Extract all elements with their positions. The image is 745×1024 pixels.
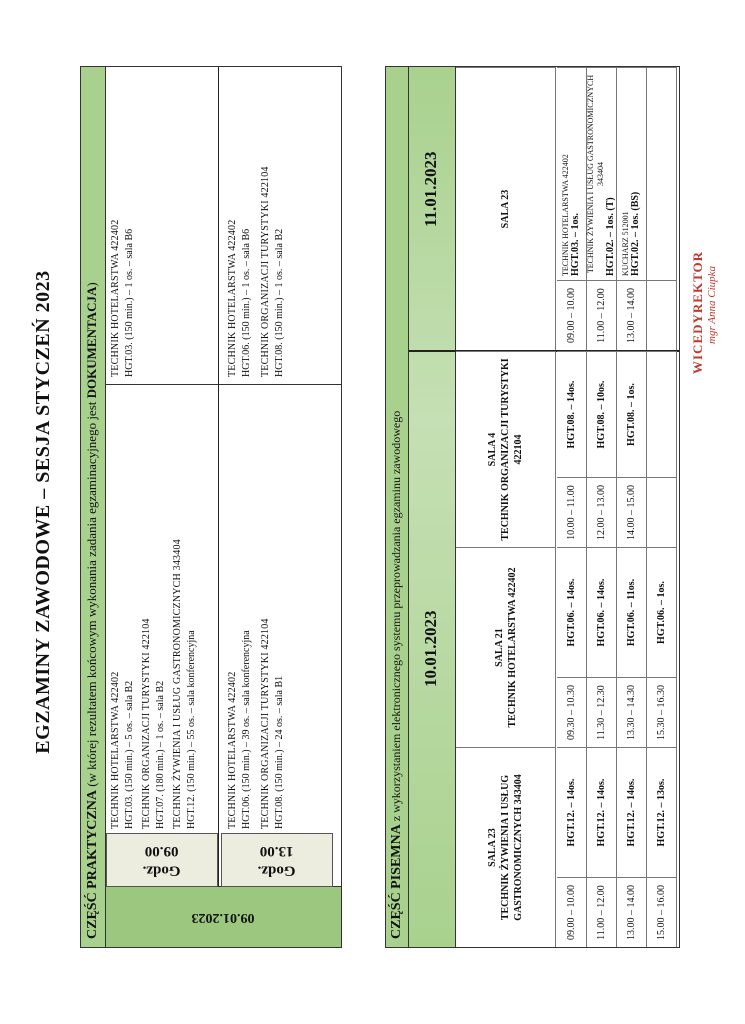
time-cell: 11.00 – 12.00 xyxy=(587,877,617,947)
exam-detail-code: HGT.02. – 1os. (T) xyxy=(605,197,617,276)
slot2-right-line-2: HGT.08. (150 min.) – 1 os. – sala B2 xyxy=(273,228,285,377)
slot2-right-prof-1: TECHNIK HOTELARSTWA 422402 xyxy=(227,219,238,377)
exam-cell: HGT.12. – 14os. xyxy=(587,747,617,877)
time-cell: 13.00 – 14.00 xyxy=(617,280,647,350)
written-section xyxy=(385,66,680,948)
room-header-2 xyxy=(456,547,556,747)
signature xyxy=(690,251,718,374)
room-header-1 xyxy=(456,747,556,947)
slot1-left xyxy=(109,399,214,829)
time-cell: 09.30 – 10.30 xyxy=(557,677,587,747)
slot1-time: 09.00 xyxy=(145,843,179,859)
slot2-left xyxy=(226,399,331,829)
slot1-left-prof-1: TECHNIK HOTELARSTWA 422402 xyxy=(110,671,121,829)
exam-detail-code: HGT.02. – 1os. (BS) xyxy=(630,191,642,276)
exam-cell: HGT.12. – 14os. xyxy=(557,747,587,877)
room-sub-1: TECHNIK ŻYWIENIA I USŁUG GASTRONOMICZNYCH 343404 xyxy=(500,774,524,921)
room-sub-2: TECHNIK HOTELARSTWA 422402 xyxy=(506,567,518,728)
time-cell: 14.00 – 15.00 xyxy=(617,477,647,547)
exam-cell: HGT.08. – 1os. xyxy=(617,351,647,477)
slot1-right-prof-1: TECHNIK HOTELARSTWA 422402 xyxy=(110,219,121,377)
exam-detail-cell xyxy=(557,67,587,280)
slot1-right-line-1: HGT.03. (150 min.) – 1 os. – sala B6 xyxy=(123,228,135,377)
written-heading-bold: CZĘŚĆ PISEMNA xyxy=(389,824,404,939)
time-cell: 11.30 – 12.30 xyxy=(587,677,617,747)
slot2-time-box xyxy=(221,833,333,887)
time-cell: 13.00 – 14.00 xyxy=(617,877,647,947)
exam-cell: HGT.06. – 11os. xyxy=(617,547,647,677)
room-header-3 xyxy=(456,351,556,547)
time-cell: 11.00 – 12.00 xyxy=(587,280,617,350)
time-cell xyxy=(647,477,677,547)
practical-section xyxy=(80,66,342,948)
slot2-time: 13.00 xyxy=(260,843,294,859)
room-header-4 xyxy=(456,67,556,350)
slot1-right xyxy=(109,77,214,377)
slot1-left-line-1: HGT.03. (150 min.) – 5 os. – sala B2 xyxy=(123,680,135,829)
exam-cell: HGT.06. – 14os. xyxy=(587,547,617,677)
exam-detail-cell xyxy=(647,67,677,280)
exam-cell: HGT.06. – 14os. xyxy=(557,547,587,677)
signature-role: WICEDYREKTOR xyxy=(690,250,705,374)
time-cell: 10.00 – 11.00 xyxy=(557,477,587,547)
exam-cell: HGT.12. – 14os. xyxy=(617,747,647,877)
practical-heading-bold: CZĘŚĆ PRAKTYCZNA xyxy=(85,790,100,939)
practical-date: 09.01.2023 xyxy=(191,910,255,925)
time-cell: 15.30 – 16.30 xyxy=(647,677,677,747)
room-name-1: SALA 23 xyxy=(487,828,498,867)
slot2-right-prof-2: TECHNIK ORGANIZACJI TURYSTYKI 422104 xyxy=(260,166,271,377)
exam-detail-prof: KUCHARZ 512001 xyxy=(620,211,630,276)
slot1-left-prof-3: TECHNIK ŻYWIENIA I USŁUG GASTRONOMICZNYCH 343404 xyxy=(172,539,183,829)
practical-heading-text: (w której rezultatem końcowym wykonania zadania egzaminacyjnego jest xyxy=(84,398,99,791)
time-cell: 09.00 – 10.00 xyxy=(557,877,587,947)
practical-heading xyxy=(81,67,106,947)
slot2-left-line-1: HGT.06. (150 min.) – 39 os. – sala konferencyjna xyxy=(240,630,252,829)
written-date-bar xyxy=(409,67,456,947)
slot2-left-prof-2: TECHNIK ORGANIZACJI TURYSTYKI 422104 xyxy=(260,618,271,829)
slot-divider xyxy=(218,67,219,887)
exam-cell: HGT.06. – 1os. xyxy=(647,547,677,677)
slot1-left-prof-2: TECHNIK ORGANIZACJI TURYSTYKI 422104 xyxy=(141,618,152,829)
slot2-left-line-2: HGT.08. (150 min.) – 24 os. – sala B1 xyxy=(273,675,285,829)
exam-detail-code: HGT.03. – 1os. xyxy=(570,213,582,276)
room-name-2: SALA 21 xyxy=(493,628,505,667)
exam-cell xyxy=(647,351,677,477)
room-sub-3: TECHNIK ORGANIZACJI TURYSTYKI 422104 xyxy=(500,358,524,541)
exam-detail-cell xyxy=(587,67,617,280)
page-title: EGZAMINY ZAWODOWE – SESJA STYCZEŃ 2023 xyxy=(32,270,54,754)
exam-detail-prof: TECHNIK ŻYWIENIA I USŁUG GASTRONOMICZNYCH 343404 xyxy=(585,74,605,274)
time-cell xyxy=(647,280,677,350)
practical-heading-close: ) xyxy=(84,282,99,287)
time-cell: 09.00 – 10.00 xyxy=(557,280,587,350)
time-cell: 13.30 – 14.30 xyxy=(617,677,647,747)
exam-detail-cell xyxy=(617,67,647,280)
practical-date-bar xyxy=(106,886,341,947)
exam-cell: HGT.08. – 10os. xyxy=(587,351,617,477)
signature-name: mgr Anna Ciupka xyxy=(706,265,718,344)
slot2-left-prof-1: TECHNIK HOTELARSTWA 422402 xyxy=(227,671,238,829)
slot2-right xyxy=(226,77,331,377)
written-date-2: 11.01.2023 xyxy=(421,151,440,227)
time-cell: 12.00 – 13.00 xyxy=(587,477,617,547)
written-date-1: 10.01.2023 xyxy=(421,610,440,687)
slot1-left-line-2: HGT.07. (180 min.) – 1 os. – sala B2 xyxy=(154,680,166,829)
written-heading-text: z wykorzystaniem elektronicznego systemu przeprowadzania egzaminu zawodowego xyxy=(389,410,403,825)
exam-cell: HGT.08. – 14os. xyxy=(557,351,587,477)
time-cell: 15.00 – 16.00 xyxy=(647,877,677,947)
room-name-4: SALA 23 xyxy=(500,189,511,229)
slot1-time-label: Godz. xyxy=(143,862,181,879)
practical-heading-tail: DOKUMENTACJA xyxy=(84,286,99,399)
exam-detail-prof: TECHNIK HOTELARSTWA 422402 xyxy=(560,154,570,276)
slot2-right-line-1: HGT.06. (150 min.) – 1 os. – sala B6 xyxy=(240,228,252,377)
slot2-time-label: Godz. xyxy=(258,862,296,879)
exam-cell: HGT.12. – 13os. xyxy=(647,747,677,877)
room-name-3: SALA 4 xyxy=(487,432,498,467)
slot1-left-line-3: HGT.12. (150 min.) – 55 os. – sala konferencyjna xyxy=(185,630,197,829)
written-heading xyxy=(386,67,409,947)
slot1-time-box xyxy=(106,833,218,887)
column-divider xyxy=(106,384,341,385)
